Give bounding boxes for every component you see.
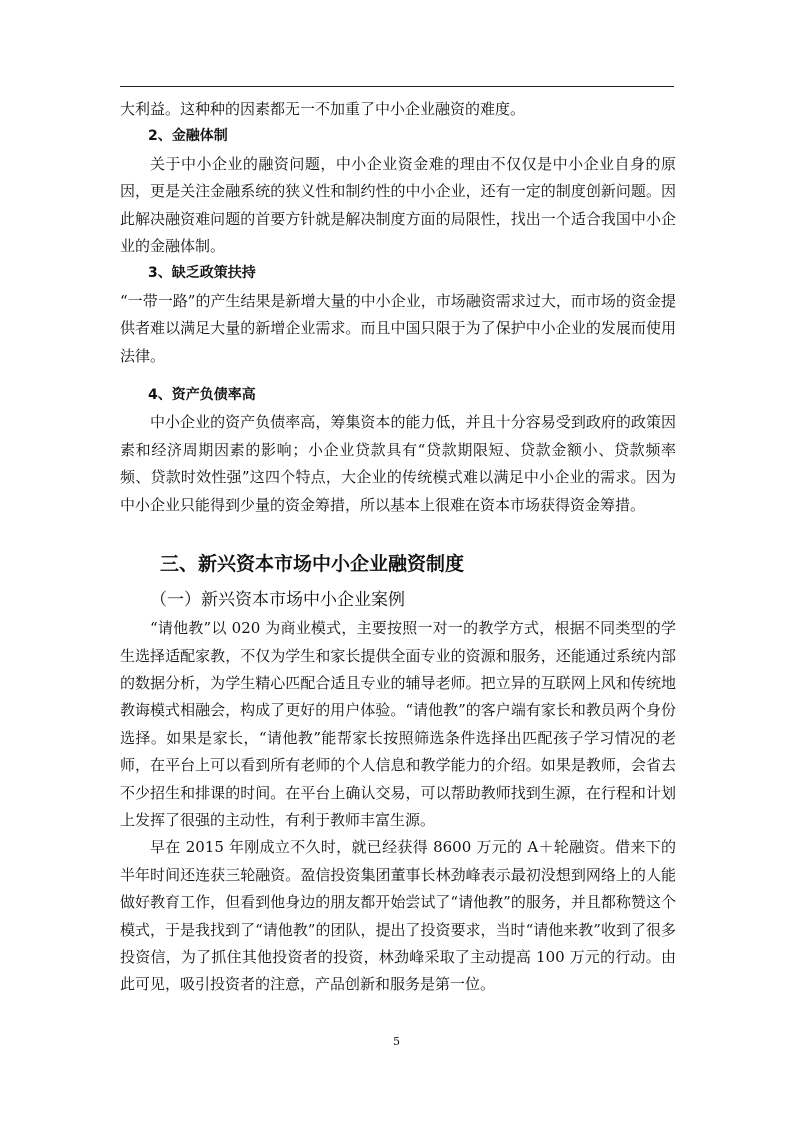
paragraph-case-2: 早在 2015 年刚成立不久时，就已经获得 8600 万元的 A＋轮融资。借来下的半年时间还连获三轮融资。盈信投资集团董事长林劲峰表示最初没想到网络上的人能做好教育工作，但看到他身边的朋友都开始尝试了“请他教”的服务，并且都称赞这个模式，于是我找到了“请他教”的团队，提出了投资要求，当时“请他来教”收到了很多投资信，为了抓住其他投资者的投资，林劲峰采取了主动提高 100 万元的行动。由此可见，吸引投资者的注意，产品创新和服务是第一位。 xyxy=(120,838,676,994)
heading-debt-ratio: 4、资产负债率高 xyxy=(148,387,256,404)
section-title: 三、新兴资本市场中小企业融资制度 xyxy=(160,553,465,576)
paragraph-case-1: “请他教”以 020 为商业模式，主要按照一对一的教学方式，根据不同类型的学生选择适配家教，不仅为学生和家长提供全面专业的资源和服务，还能通过系统内部的数据分析，为学生精心匹配合适且专业的辅导老师。把立异的互联网上风和传统地教诲模式相融会，构成了更好的用户体验。“请他教”的客户端有家长和教员两个身份选择。如果是家长，“请他教”能帮家长按照筛选条件选择出匹配孩子学习情况的老师，在平台上可以看到所有老师的个人信息和教学能力的介绍。如果是教师，会省去不少招生和排课的时间。在平台上确认交易，可以帮助教师找到生源，在行程和计划上发挥了很强的主动性，有利于教师丰富生源。 xyxy=(120,619,676,829)
subsection-title: （一）新兴资本市场中小企业案例 xyxy=(150,590,405,611)
paragraph-debt-ratio: 中小企业的资产负债率高，筹集资本的能力低，并且十分容易受到政府的政策因素和经济周期因素的影响；小企业贷款具有“贷款期限短、贷款金额小、贷款频率频、贷款时效性强”这四个特点，大企业的传统模式难以满足中小企业的需求。因为中小企业只能得到少量的资金筹措，所以基本上很难在资本市场获得资金筹措。 xyxy=(120,413,676,514)
heading-policy-support: 3、缺乏政策扶持 xyxy=(148,265,256,282)
paragraph-financial-system: 关于中小企业的融资问题，中小企业资金难的理由不仅仅是中小企业自身的原因，更是关注金融系统的狭义性和制约性的中小企业，还有一定的制度创新问题。因此解决融资难问题的首要方针就是解决制度方面的局限性，找出一个适合我国中小企业的金融体制。 xyxy=(120,154,676,256)
document-body xyxy=(120,96,676,999)
header-rule xyxy=(120,86,674,87)
paragraph-policy-support: “一带一路”的产生结果是新增大量的中小企业，市场融资需求过大，而市场的资金提供者难以满足大量的新增企业需求。而且中国只限于为了保护中小企业的发展而使用法律。 xyxy=(120,291,676,365)
heading-financial-system: 2、金融体制 xyxy=(148,128,228,145)
page-number: 5 xyxy=(393,1035,400,1048)
paragraph-continuation: 大利益。这种种的因素都无一不加重了中小企业融资的难度。 xyxy=(120,100,526,118)
